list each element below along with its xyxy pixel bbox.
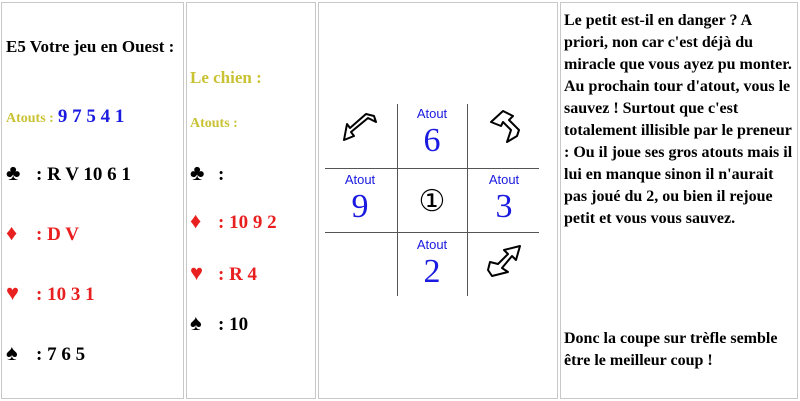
grid-line [325,232,539,233]
dog-clubs-row [190,160,224,186]
grid-line [325,168,539,169]
west-value: 9 [351,188,369,225]
hand-title: E5 Votre jeu en Ouest : [6,37,175,56]
east-value: 3 [495,188,513,225]
grid-line [467,104,468,296]
hand-spades-cards: : 7 6 5 [36,344,86,365]
commentary-paragraph-2: Donc la coupe sur trèfle semble être le meilleur coup ! [564,330,778,369]
diamonds-icon: ♦ [6,220,18,245]
dog-spades-cards: : 10 [218,314,249,335]
hand-hearts-row [6,280,95,306]
hand-trumps-values: 9 7 5 4 1 [57,106,125,127]
hand-clubs-cards: : R V 10 6 1 [36,164,131,185]
dog-hearts-cards: : R 4 [218,264,258,285]
arrow-northeast-icon [487,108,523,148]
spades-icon: ♠ [190,310,202,335]
dog-spades-row [190,310,248,336]
dog-hearts-row [190,260,257,286]
hearts-icon: ♥ [6,280,20,305]
hand-trumps [6,106,124,128]
hand-hearts-cards: : 10 3 1 [36,284,95,305]
north-value: 6 [423,122,441,159]
dog-clubs-cards: : [218,164,225,185]
hand-clubs-row [6,160,131,186]
hand-diamonds-row [6,220,79,246]
dog-title: Le chien : [190,68,262,87]
south-value: 2 [423,253,441,290]
dog-trumps-label: Atouts : [190,116,238,131]
hand-diamonds-cards: : D V [36,224,79,245]
dog-diamonds-cards: : 10 9 2 [218,212,277,233]
arrow-northwest-icon [340,110,380,146]
dog-diamonds-row [190,208,277,234]
diamonds-icon: ♦ [190,208,202,233]
west-label: Atout [344,172,376,187]
hand-trumps-label: Atouts : [6,111,54,126]
dog-panel [186,2,316,399]
hearts-icon: ♥ [190,260,204,285]
clubs-icon: ♣ [6,160,21,185]
center-marker: ① [418,184,446,219]
hand-spades-row [6,340,85,366]
east-label: Atout [488,172,520,187]
arrow-southeast-icon [484,242,524,280]
commentary-paragraph-1: Le petit est-il en danger ? A priori, non car c'est déjà du miracle que vous ayez pu monter. Au prochain tour d'atout, vous le sauvez ! Surtout que c'est totalement illisible par le preneur : Ou il joue ses gros atouts mais il lui en manque sinon il n'aurait pas joué du 2, ou bien il rejoue petit et vous vous sauvez. [564,12,793,227]
clubs-icon: ♣ [190,160,205,185]
south-label: Atout [416,237,448,252]
spades-icon: ♠ [6,340,18,365]
north-label: Atout [416,106,448,121]
